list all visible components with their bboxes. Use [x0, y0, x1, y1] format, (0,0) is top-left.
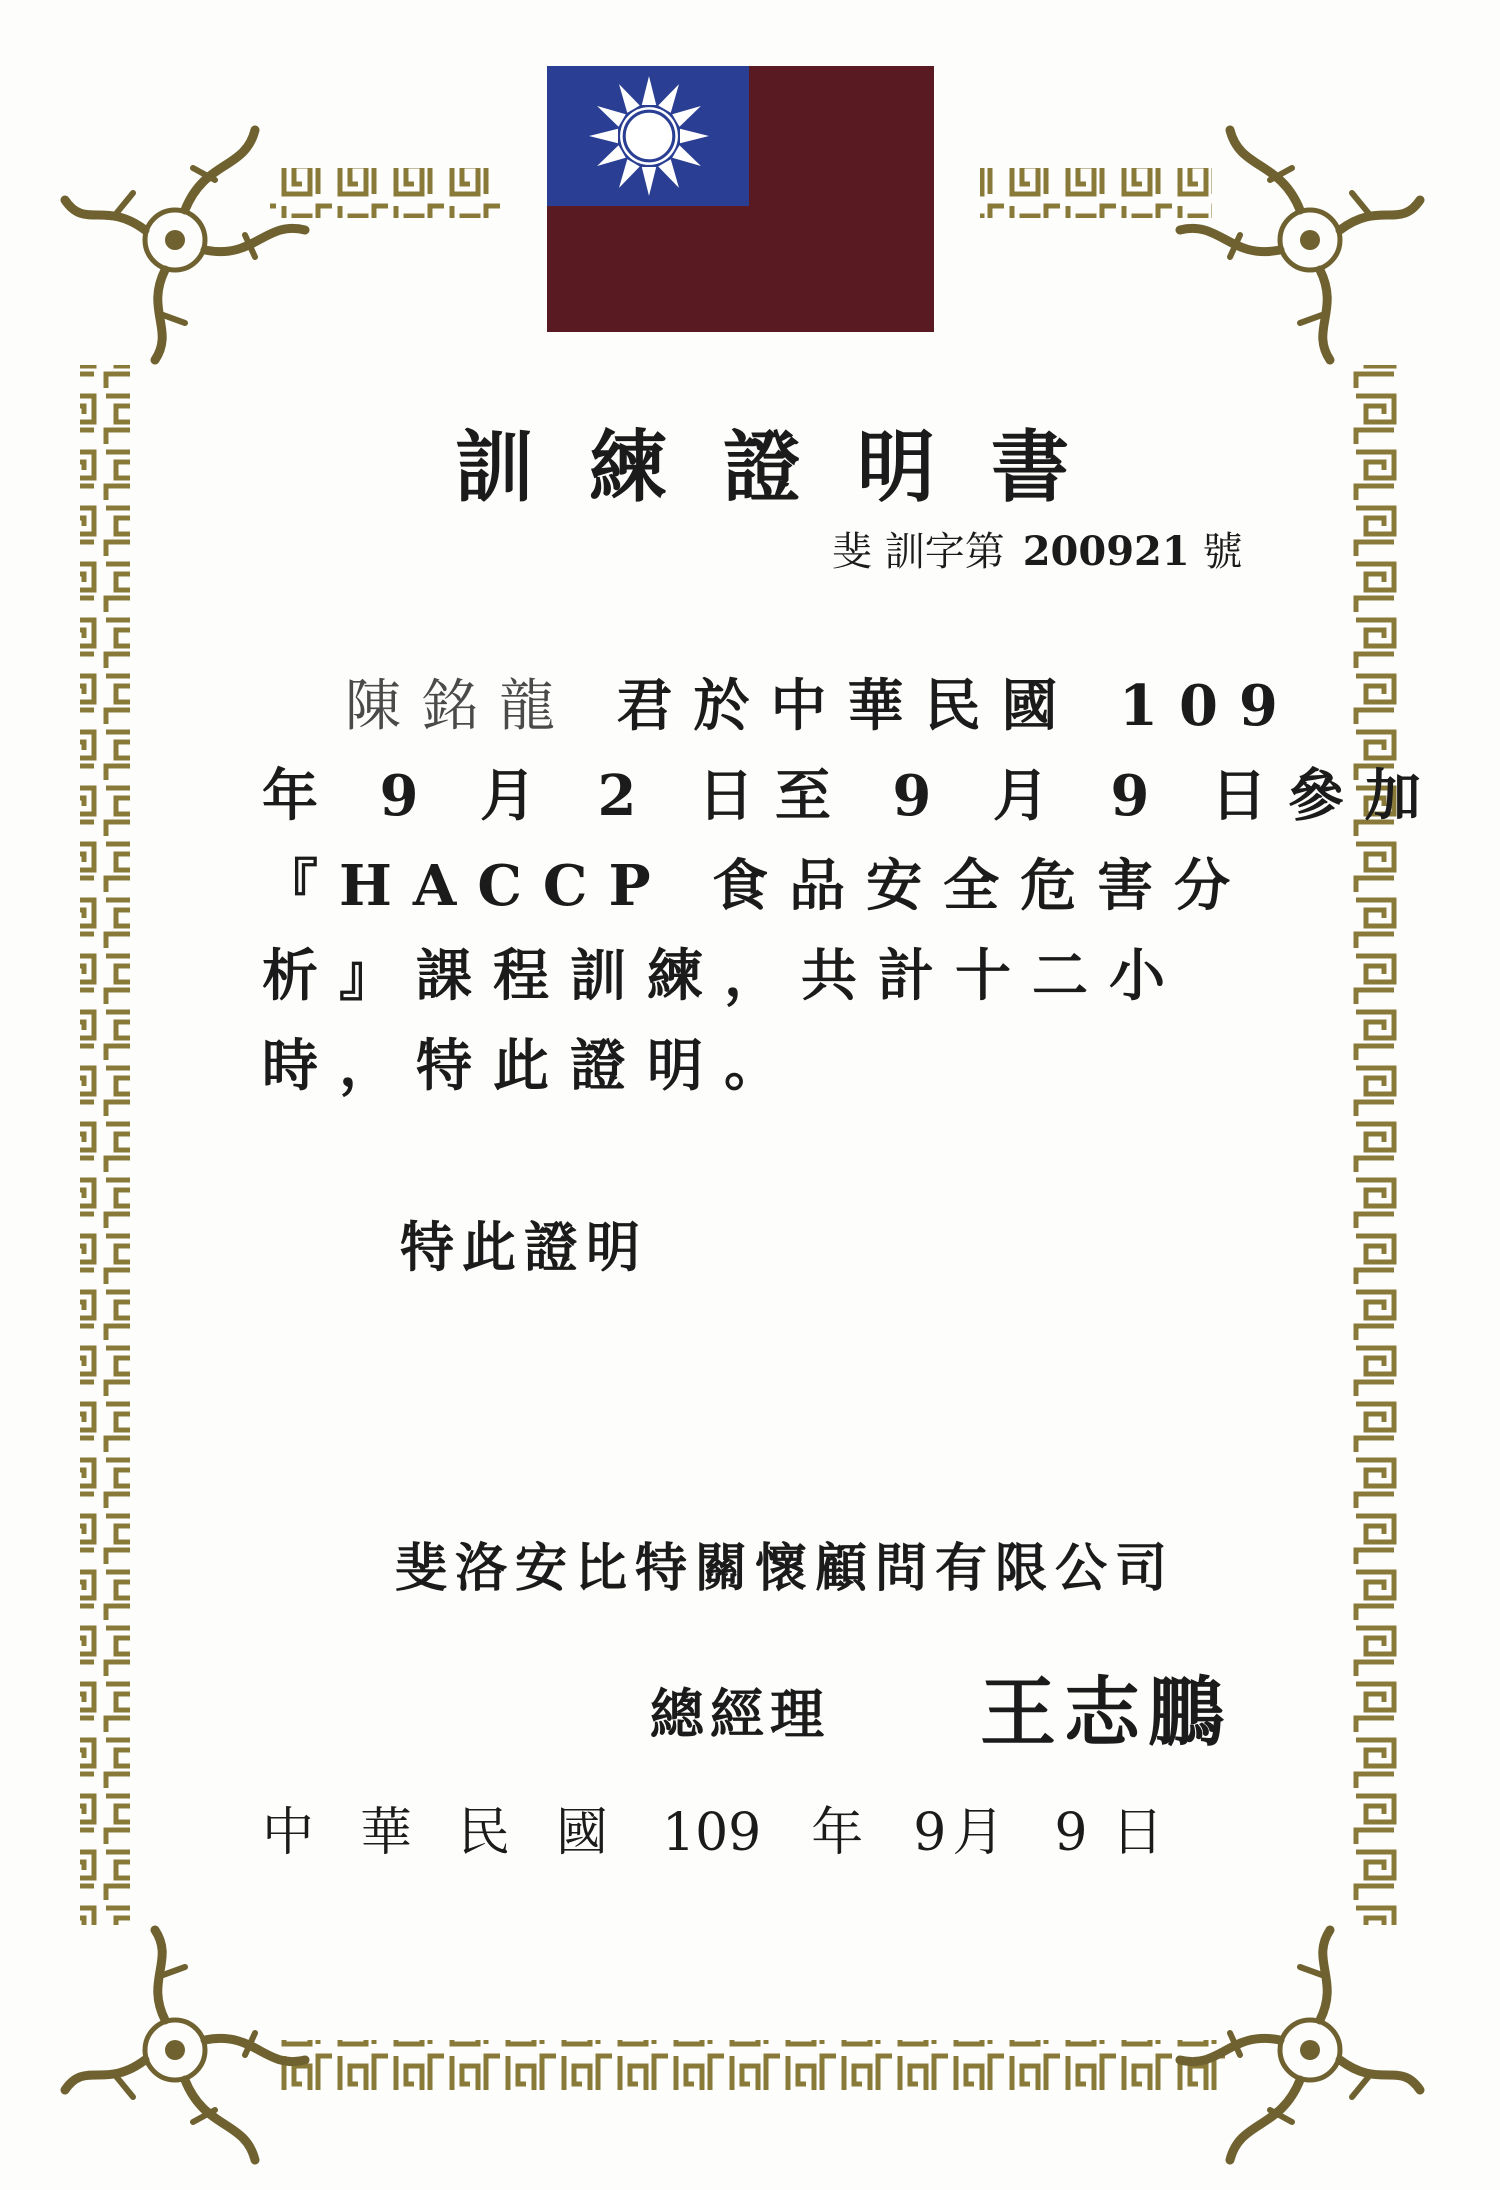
date-day: 9	[1054, 1803, 1088, 1863]
roc-flag-icon	[547, 66, 934, 332]
serial-prefix: 斐 訓字第	[832, 529, 1005, 575]
date-month-unit: 月	[952, 1803, 1005, 1863]
recipient-name: 陳銘龍	[345, 674, 576, 739]
body-line-1-text: 君於中華民國 109	[616, 673, 1299, 739]
serial-number: 200921	[1022, 528, 1190, 575]
date-year-unit: 年	[811, 1803, 864, 1863]
date-month: 9	[913, 1803, 947, 1863]
sun-icon	[587, 74, 711, 198]
company-name: 斐洛安比特關懷顧問有限公司	[395, 1538, 1176, 1599]
body-line-1	[345, 662, 1299, 742]
body-line-5: 時，特此證明。	[262, 1033, 801, 1099]
manager-name: 王志鵬	[980, 1668, 1232, 1757]
serial-number-line	[832, 520, 1242, 577]
date-era: 中華民國	[262, 1803, 655, 1863]
serial-suffix: 號	[1202, 529, 1243, 575]
corner-ornament-icon	[65, 1930, 305, 2160]
body-line-4: 析』課程訓練，共計十二小	[262, 943, 1186, 1009]
date-day-unit: 日	[1111, 1803, 1164, 1863]
corner-ornament-icon	[65, 130, 305, 360]
closing-text: 特此證明	[400, 1215, 648, 1279]
date-year: 109	[662, 1803, 762, 1863]
certificate-title: 訓練證明書	[455, 422, 1126, 513]
body-line-3: 『HACCP 食品安全危害分	[262, 853, 1252, 919]
corner-ornament-icon	[1180, 130, 1420, 360]
issue-date	[262, 1790, 1164, 1865]
manager-title: 總經理	[650, 1682, 830, 1746]
flag-canton	[547, 66, 749, 206]
body-line-2: 年 9 月 2 日至 9 月 9 日參加	[262, 763, 1442, 829]
